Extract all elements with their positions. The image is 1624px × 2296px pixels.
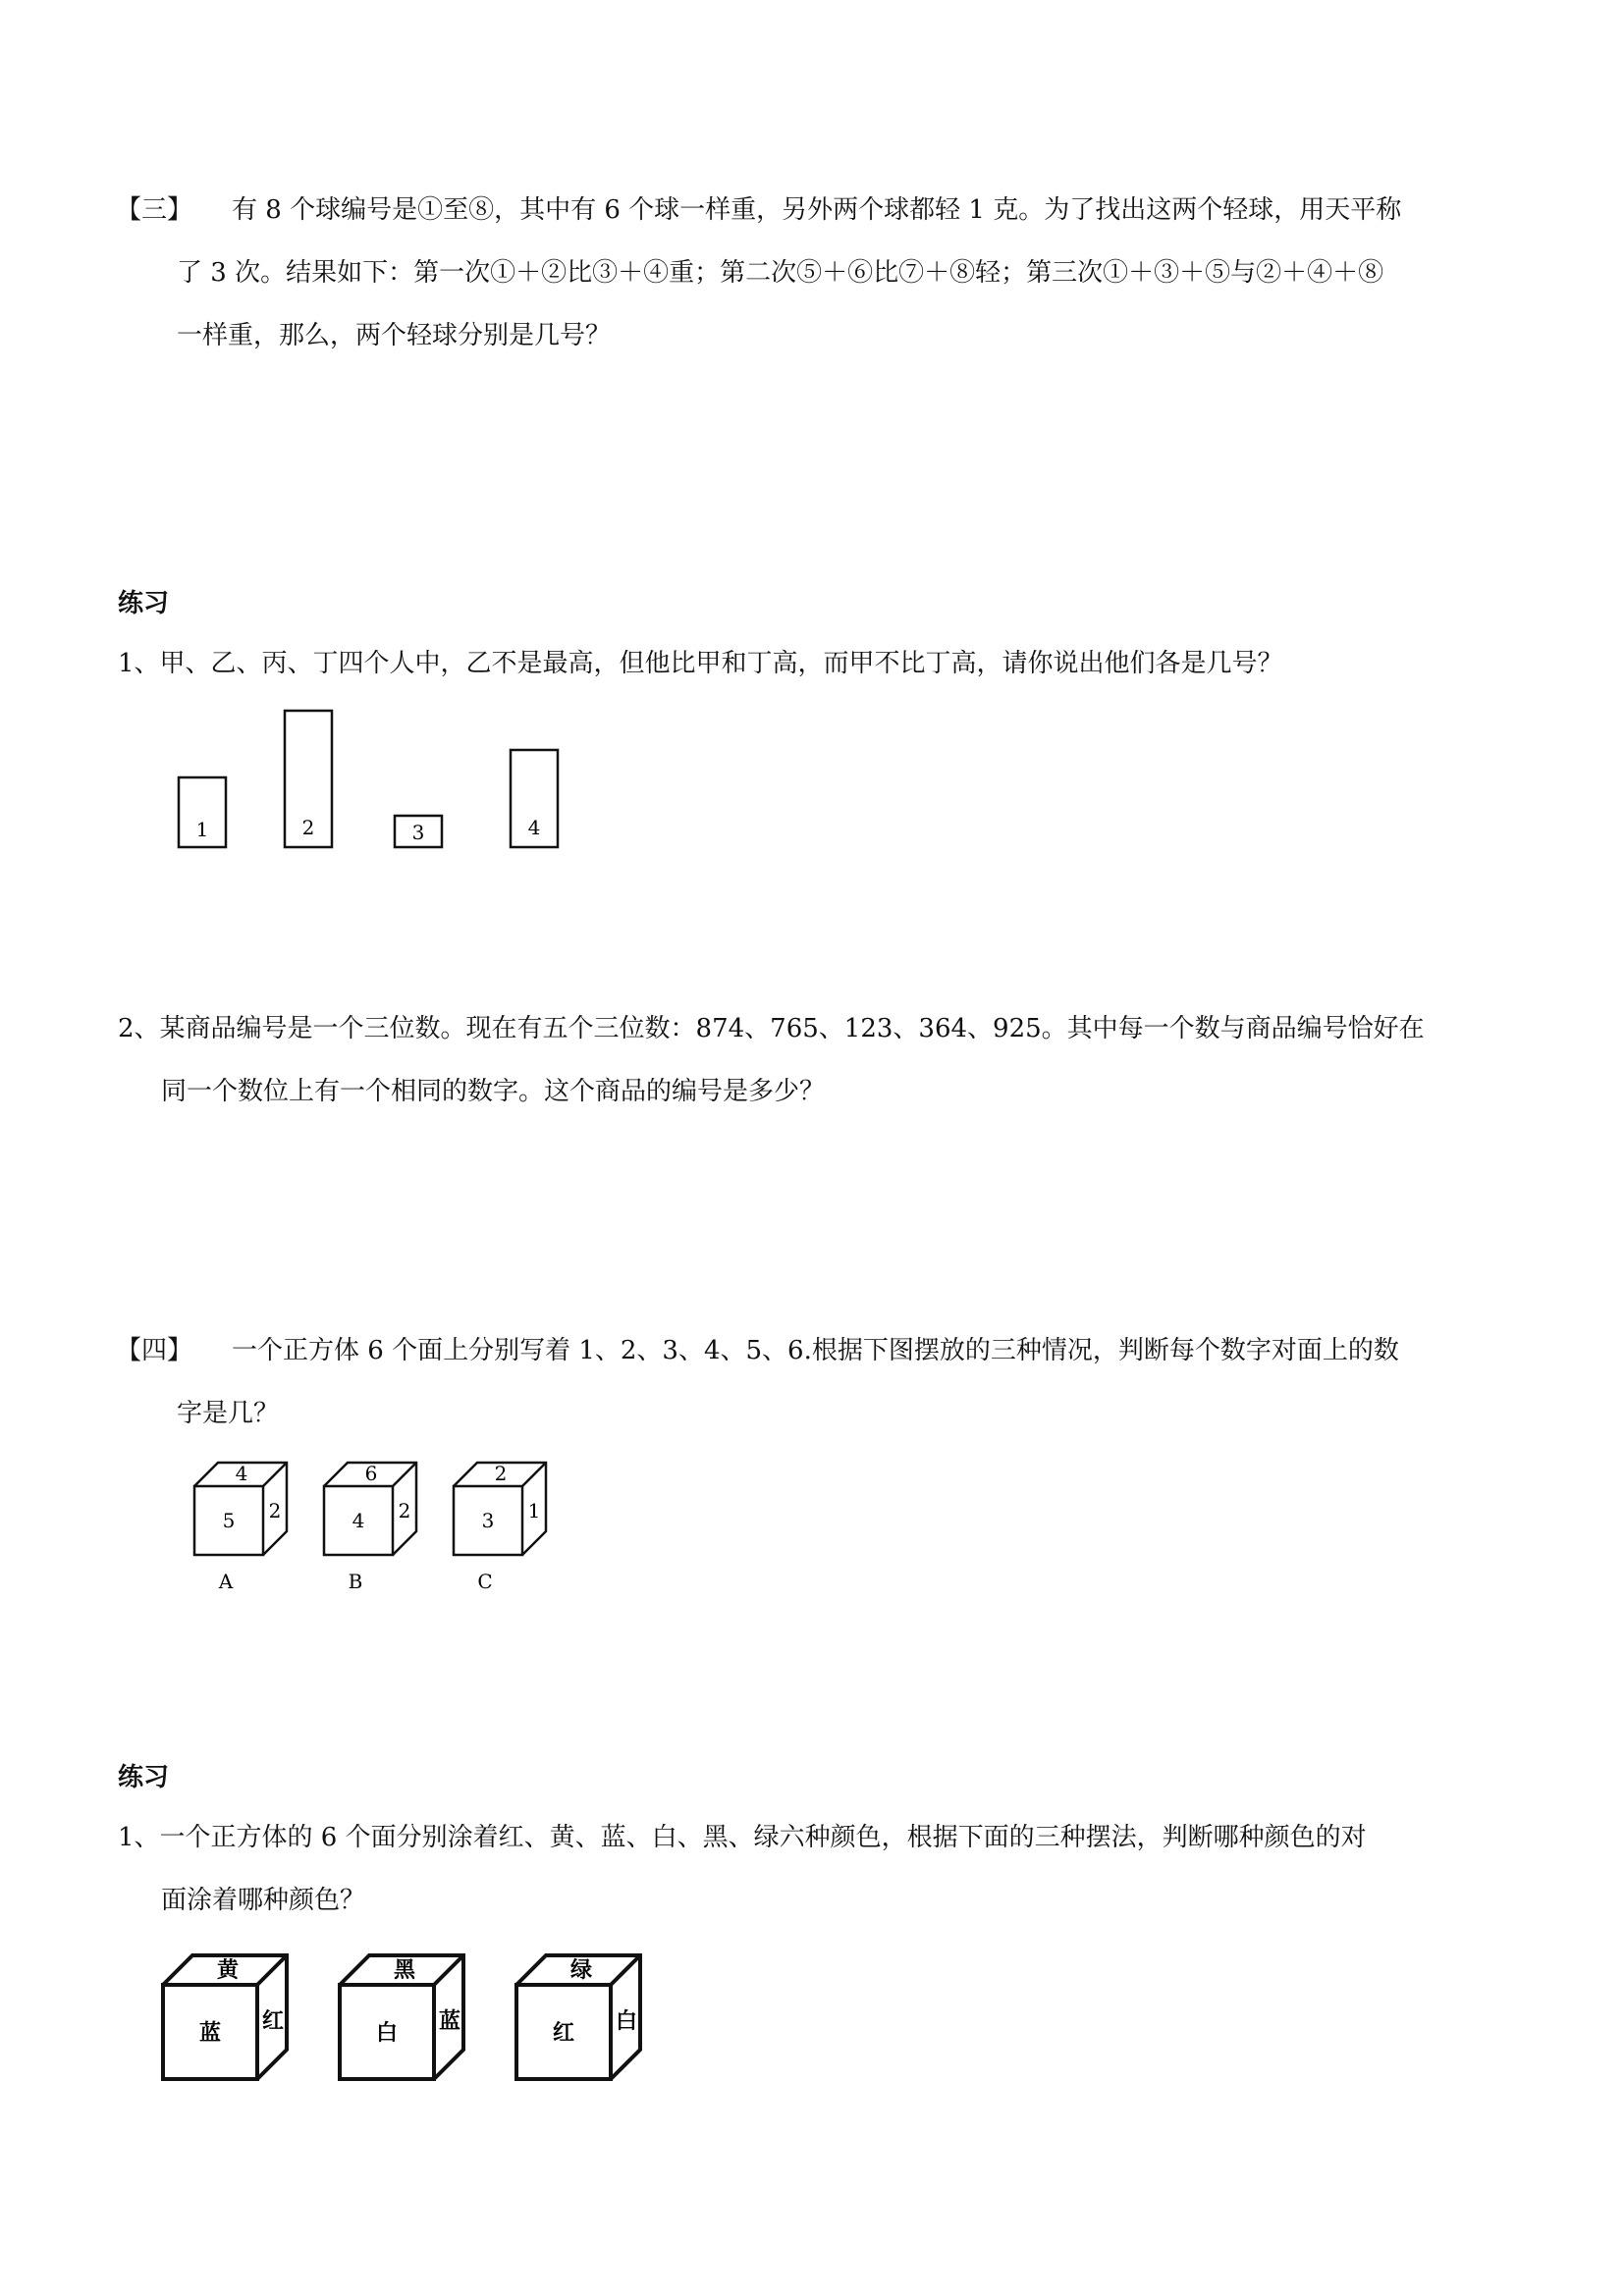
color-cube-1-side: 红 <box>261 2009 285 2034</box>
section-3-line-1: 有 8 个球编号是①至⑧，其中有 6 个球一样重，另外两个球都轻 1 克。为了找出这两个轻球，用天平称 <box>232 195 1402 225</box>
color-cube-1-front: 蓝 <box>198 2021 222 2046</box>
practice-heading-2: 练习 <box>118 1763 170 1792</box>
bar-3-label: 3 <box>411 821 425 844</box>
color-cube-2-side: 蓝 <box>438 2009 461 2034</box>
bar-2-label: 2 <box>301 816 315 839</box>
color-cube-3-top: 绿 <box>569 1958 593 1983</box>
color-cube-2 <box>340 1955 463 2079</box>
cube-b-top: 6 <box>364 1462 378 1485</box>
color-cube-1-top: 黄 <box>216 1958 240 1983</box>
color-cube-2-top: 黑 <box>393 1958 416 1983</box>
number-cubes-figure <box>187 1461 599 1598</box>
color-cube-3-side: 白 <box>615 2009 638 2034</box>
section-3-line-3: 一样重，那么，两个轻球分别是几号？ <box>177 321 612 350</box>
color-cubes-figure <box>157 1951 668 2089</box>
color-cube-2-front: 白 <box>375 2021 399 2046</box>
cube-c-caption: C <box>477 1570 493 1593</box>
cube-a-top: 4 <box>235 1462 248 1485</box>
practice-2-line-2: 面涂着哪种颜色？ <box>161 1886 366 1915</box>
color-cube-3-front: 红 <box>552 2021 575 2046</box>
section-3-line-2: 了 3 次。结果如下：第一次①＋②比③＋④重；第二次⑤＋⑥比⑦＋⑧轻；第三次①＋③＋⑤与②＋④＋⑧ <box>177 258 1384 288</box>
bar-1-label: 1 <box>195 818 209 841</box>
practice-1-question-2-line-2: 同一个数位上有一个相同的数字。这个商品的编号是多少？ <box>161 1077 826 1106</box>
cube-b-front: 4 <box>352 1509 365 1532</box>
cube-a-caption: A <box>218 1570 234 1593</box>
cube-c-top: 2 <box>494 1462 508 1485</box>
cube-b-caption: B <box>348 1570 363 1593</box>
practice-1-question-1: 1、甲、乙、丙、丁四个人中，乙不是最高，但他比甲和丁高，而甲不比丁高，请你说出他们各是几号？ <box>118 649 1283 678</box>
height-bars-figure <box>167 697 619 854</box>
bar-4-label: 4 <box>527 816 541 839</box>
cube-b <box>324 1462 416 1593</box>
practice-2-line-1: 1、一个正方体的 6 个面分别涂着红、黄、蓝、白、黑、绿六种颜色，根据下面的三种摆法，判断哪种颜色的对 <box>118 1823 1367 1852</box>
section-4-label: 【四】 <box>116 1336 193 1365</box>
practice-1-question-2-line-1: 2、某商品编号是一个三位数。现在有五个三位数：874、765、123、364、925。其中每一个数与商品编号恰好在 <box>118 1014 1425 1043</box>
color-cube-3 <box>516 1955 640 2079</box>
cube-c <box>454 1462 546 1593</box>
section-4-line-1: 一个正方体 6 个面上分别写着 1、2、3、4、5、6.根据下图摆放的三种情况，判断每个数字对面上的数 <box>232 1336 1399 1365</box>
cube-b-side: 2 <box>398 1499 411 1522</box>
cube-c-front: 3 <box>481 1509 495 1532</box>
practice-heading-1: 练习 <box>118 589 170 618</box>
color-cube-1 <box>163 1955 287 2079</box>
cube-a-front: 5 <box>222 1509 236 1532</box>
section-4-line-2: 字是几？ <box>177 1399 280 1428</box>
cube-a-side: 2 <box>268 1499 282 1522</box>
section-3-label: 【三】 <box>116 195 193 225</box>
cube-a <box>194 1462 287 1593</box>
cube-c-side: 1 <box>527 1499 541 1522</box>
